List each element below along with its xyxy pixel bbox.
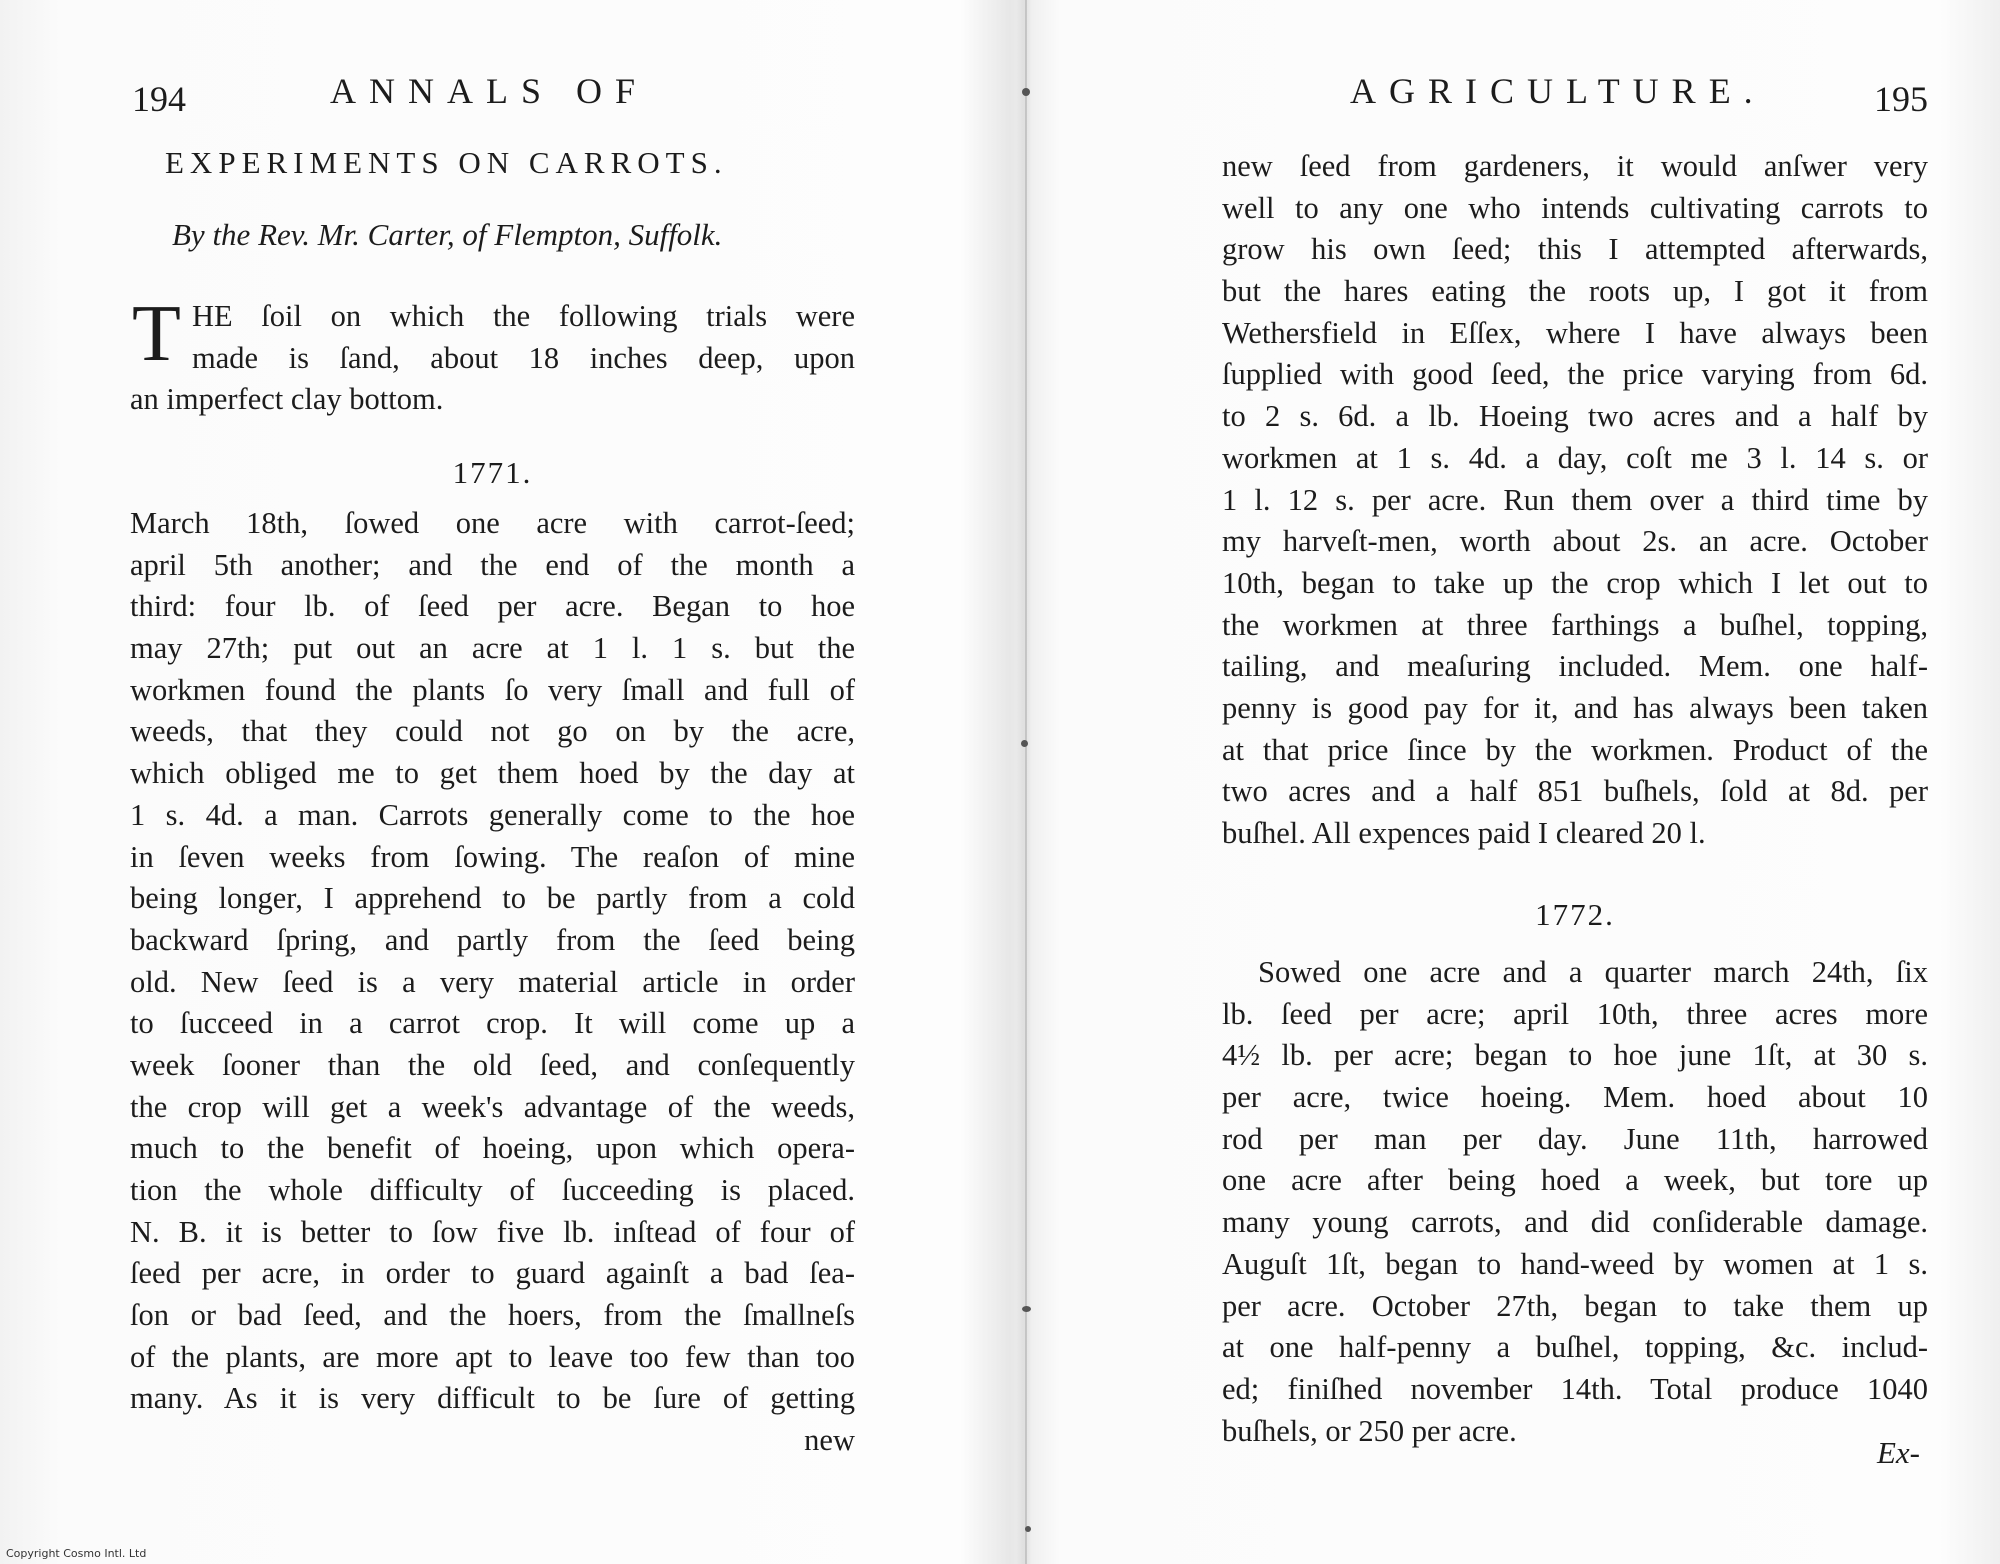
text-line: may 27th; put out an acre at 1 l. 1 s. but the <box>130 631 855 666</box>
book-gutter <box>1016 0 1032 1564</box>
text-line: per acre. October 27th, began to take them up <box>1222 1288 1928 1323</box>
right-body-text <box>1222 146 1928 855</box>
text-line: the crop will get a week's advantage of the weeds, <box>130 1089 855 1124</box>
intro-line: made is ſand, about 18 inches deep, upon <box>192 340 855 375</box>
year-heading-1771: 1771. <box>452 455 533 490</box>
right-body-text-1772 <box>1222 952 1928 1452</box>
text-line: backward ſpring, and partly from the ſeed being <box>130 922 855 957</box>
text-line: much to the benefit of hoeing, upon which opera- <box>130 1131 855 1166</box>
catchword: Ex- <box>1876 1435 1920 1470</box>
text-line: at that price ſince by the workmen. Product of the <box>1222 732 1928 767</box>
text-line: week ſooner than the old ſeed, and conſequently <box>130 1047 855 1082</box>
text-line: to ſucceed in a carrot crop. It will come up a <box>130 1006 855 1041</box>
text-line: grow his own ſeed; this I attempted afterwards, <box>1222 232 1928 267</box>
right-running-head <box>1222 64 1928 124</box>
text-line: penny is good pay for it, and has always been taken <box>1222 690 1928 725</box>
text-line: which obliged me to get them hoed by the day at <box>130 756 855 791</box>
text-line: buſhel. All expences paid I cleared 20 l. <box>1222 816 1706 850</box>
text-line: old. New ſeed is a very material article in order <box>130 964 855 999</box>
text-line: ſupplied with good ſeed, the price varying from 6d. <box>1222 357 1928 392</box>
intro-line: HE ſoil on which the following trials were <box>192 299 855 333</box>
text-line: of the plants, are more apt to leave too few than too <box>130 1339 855 1374</box>
text-line: 4½ lb. per acre; began to hoe june 1ſt, at 30 s. <box>1222 1038 1928 1073</box>
text-line: 10th, began to take up the crop which I let out to <box>1222 565 1928 600</box>
text-line: ſeed per acre, in order to guard againſt a bad ſea- <box>130 1256 855 1291</box>
year-heading-1772: 1772. <box>1535 897 1615 932</box>
article-byline: By the Rev. Mr. Carter, of Flempton, Suffolk. <box>172 217 723 252</box>
text-line: Wethersfield in Eſſex, where I have always been <box>1222 315 1928 350</box>
text-line: workmen at 1 s. 4d. a day, coſt me 3 l. 14 s. or <box>1222 440 1928 475</box>
text-line: my harveſt-men, worth about 2s. an acre. October <box>1222 524 1928 559</box>
text-line: weeds, that they could not go on by the acre, <box>130 714 855 749</box>
left-page-number: 194 <box>132 79 186 119</box>
text-line: 1 s. 4d. a man. Carrots generally come to the hoe <box>130 797 855 832</box>
text-line: well to any one who intends cultivating carrots to <box>1222 190 1928 225</box>
ink-speck <box>1025 1526 1031 1532</box>
text-line: third: four lb. of ſeed per acre. Began to hoe <box>130 589 855 624</box>
copyright-notice: Copyright Cosmo Intl. Ltd <box>6 1547 147 1560</box>
text-line: april 5th another; and the end of the month a <box>130 547 855 582</box>
text-line: rod per man per day. June 11th, harrowed <box>1222 1121 1928 1156</box>
text-line: two acres and a half 851 buſhels, ſold at 8d. per <box>1222 774 1928 809</box>
catchword: new <box>804 1423 855 1458</box>
left-page <box>130 0 855 1564</box>
text-line: N. B. it is better to ſow five lb. inſtead of four of <box>130 1214 855 1249</box>
intro-paragraph <box>130 290 855 421</box>
text-line: the workmen at three farthings a buſhel, topping, <box>1222 607 1928 642</box>
text-line: but the hares eating the roots up, I got it from <box>1222 274 1928 309</box>
text-line: to 2 s. 6d. a lb. Hoeing two acres and a half by <box>1222 399 1928 434</box>
text-line: per acre, twice hoeing. Mem. hoed about 10 <box>1222 1080 1928 1115</box>
gutter-fold-line <box>1025 0 1027 1564</box>
right-page <box>1222 0 1928 1564</box>
text-line: ed; finiſhed november 14th. Total produce 1040 <box>1222 1371 1928 1406</box>
text-line: 1 l. 12 s. per acre. Run them over a third time by <box>1222 482 1928 517</box>
ink-speck <box>1022 88 1030 96</box>
text-line: ſon or bad ſeed, and the hoers, from the ſmallneſs <box>130 1298 855 1333</box>
left-body-text <box>130 503 855 1462</box>
text-line: lb. ſeed per acre; april 10th, three acres more <box>1222 996 1928 1031</box>
text-line: Auguſt 1ſt, began to hand-weed by women at 1 s. <box>1222 1246 1928 1281</box>
left-running-title: ANNALS OF <box>330 71 649 111</box>
text-line: being longer, I apprehend to be partly from a cold <box>130 881 855 916</box>
right-running-title: AGRICULTURE. <box>1350 71 1766 111</box>
drop-cap: T <box>132 290 181 378</box>
text-line: workmen found the plants ſo very ſmall and full of <box>130 672 855 707</box>
text-line: at one half-penny a buſhel, topping, &c. includ- <box>1222 1330 1928 1365</box>
right-page-number: 195 <box>1874 79 1928 119</box>
text-line: March 18th, ſowed one acre with carrot-ſeed; <box>130 506 855 540</box>
ink-speck <box>1021 740 1028 747</box>
text-line: many. As it is very difficult to be ſure of getting <box>130 1381 855 1416</box>
article-title: EXPERIMENTS ON CARROTS. <box>165 145 728 180</box>
text-line: Sowed one acre and a quarter march 24th, ſix <box>1258 955 1928 989</box>
text-line: one acre after being hoed a week, but tore up <box>1222 1163 1928 1198</box>
ink-speck <box>1022 1306 1031 1312</box>
text-line: tion the whole difficulty of ſucceeding is placed. <box>130 1173 855 1207</box>
left-running-head <box>130 64 855 124</box>
text-line: many young carrots, and did conſiderable damage. <box>1222 1205 1928 1240</box>
text-line: new ſeed from gardeners, it would anſwer very <box>1222 149 1928 183</box>
text-line: in ſeven weeks from ſowing. The reaſon of mine <box>130 839 855 874</box>
text-line: buſhels, or 250 per acre. <box>1222 1413 1517 1448</box>
intro-line: an imperfect clay bottom. <box>130 382 444 417</box>
text-line: tailing, and meaſuring included. Mem. one half- <box>1222 649 1928 684</box>
